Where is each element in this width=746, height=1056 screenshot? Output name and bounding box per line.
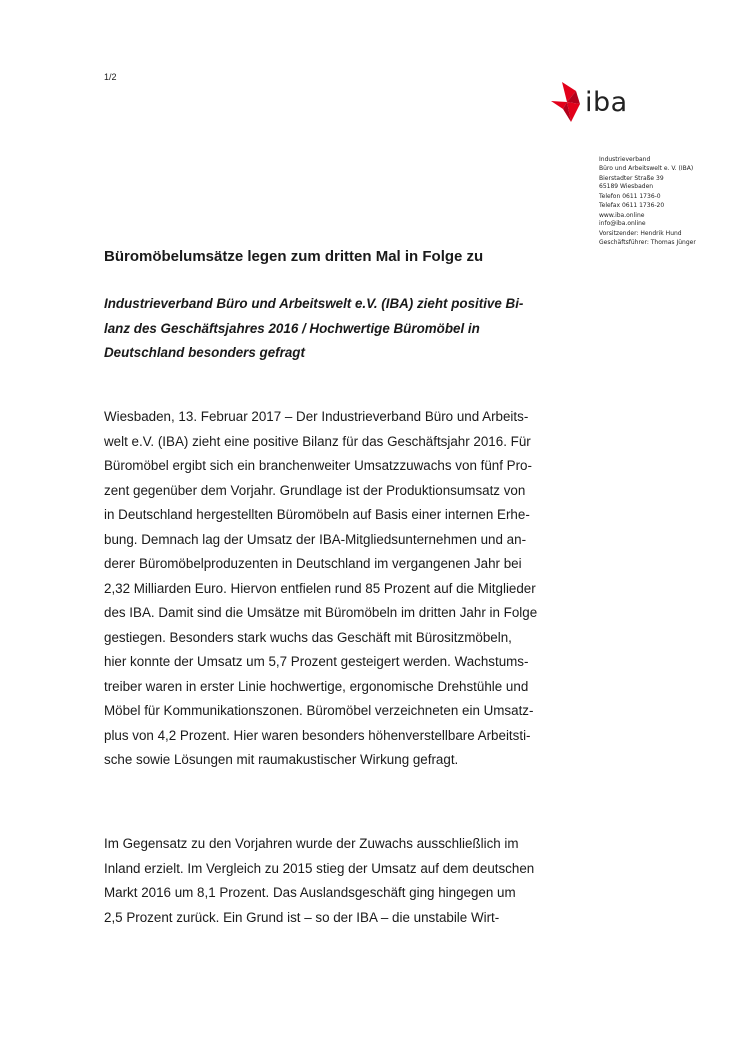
paragraph-line: Büromöbel ergibt sich ein branchenweiter Umsatzzuwachs von fünf Pro-: [104, 458, 532, 473]
paragraph-line: Inland erzielt. Im Vergleich zu 2015 stieg der Umsatz auf dem deutschen: [104, 860, 535, 876]
sender-block: [599, 156, 739, 249]
paragraph-line: bung. Demnach lag der Umsatz der IBA-Mitgliedsunternehmen und an-: [104, 531, 527, 547]
sender-email-link[interactable]: info@iba.online: [599, 220, 646, 228]
paragraph-line: Wiesbaden, 13. Februar 2017 – Der Industrieverband Büro und Arbeits-: [104, 409, 529, 424]
sender-chairman: Vorsitzender: Hendrik Hund: [599, 230, 682, 238]
sender-telefon: Telefon 0611 1736-0: [599, 193, 661, 201]
paragraph-line: des IBA. Damit sind die Umsätze mit Büromöbeln im dritten Jahr in Folge: [104, 605, 538, 620]
body-paragraph-2: [104, 832, 584, 930]
sender-managing-director: Geschäftsführer: Thomas Jünger: [599, 238, 696, 246]
subheadline-line: Industrieverband Büro und Arbeitswelt e.V. (IBA) zieht positive Bi-: [104, 296, 524, 311]
subheadline-line: lanz des Geschäftsjahres 2016 / Hochwertige Büromöbel in: [104, 320, 480, 336]
sender-city: 65189 Wiesbaden: [599, 183, 654, 191]
sender-org-line: Industrieverband: [599, 156, 651, 163]
sender-address: [599, 175, 739, 192]
iba-logo-mark-icon: [551, 82, 580, 122]
paragraph-line: Im Gegensatz zu den Vorjahren wurde der Zuwachs ausschließlich im: [104, 836, 519, 851]
page-number: 1/2: [104, 72, 117, 82]
paragraph-line: zent gegenüber dem Vorjahr. Grundlage ist der Produktionsumsatz von: [104, 482, 526, 498]
iba-logo: [551, 82, 628, 122]
sender-org-line: Büro und Arbeitswelt e. V. (IBA): [599, 164, 694, 172]
page-title: Büromöbelumsätze legen zum dritten Mal in Folge zu: [104, 248, 484, 265]
paragraph-line: 2,32 Milliarden Euro. Hiervon entfielen rund 85 Prozent auf die Mitglieder: [104, 580, 536, 596]
logo-wordmark: iba: [585, 86, 628, 118]
sender-phone: [599, 193, 739, 210]
sender-street: Bierstadter Straße 39: [599, 174, 664, 182]
paragraph-line: sche sowie Lösungen mit raumakustischer Wirkung gefragt.: [104, 752, 459, 767]
paragraph-line: gestiegen. Besonders stark wuchs das Geschäft mit Bürositzmöbeln,: [104, 629, 512, 645]
paragraph-line: 2,5 Prozent zurück. Ein Grund ist – so der IBA – die unstabile Wirt-: [104, 909, 500, 925]
subheadline-line: Deutschland besonders gefragt: [104, 345, 305, 360]
paragraph-line: plus von 4,2 Prozent. Hier waren besonders höhenverstellbare Arbeitsti-: [104, 727, 531, 743]
sender-people: [599, 230, 739, 247]
sender-telefax: Telefax 0611 1736-20: [599, 201, 665, 209]
paragraph-line: hier konnte der Umsatz um 5,7 Prozent gesteigert werden. Wachstums-: [104, 654, 529, 669]
sender-website-link[interactable]: www.iba.online: [599, 211, 645, 219]
paragraph-line: derer Büromöbelproduzenten in Deutschland im vergangenen Jahr bei: [104, 556, 522, 571]
sender-org: [599, 156, 739, 173]
paragraph-line: Markt 2016 um 8,1 Prozent. Das Auslandsgeschäft ging hingegen um: [104, 885, 516, 900]
sender-web: [599, 212, 739, 229]
paragraph-line: treiber waren in erster Linie hochwertige, ergonomische Drehstühle und: [104, 678, 529, 694]
subheadline: [104, 292, 584, 366]
body-paragraph-1: [104, 405, 584, 773]
paragraph-line: Möbel für Kommunikationszonen. Büromöbel verzeichneten ein Umsatz-: [104, 703, 534, 718]
paragraph-line: welt e.V. (IBA) zieht eine positive Bilanz für das Geschäftsjahr 2016. Für: [104, 433, 531, 449]
paragraph-line: in Deutschland hergestellten Büromöbeln auf Basis einer internen Erhe-: [104, 507, 530, 522]
